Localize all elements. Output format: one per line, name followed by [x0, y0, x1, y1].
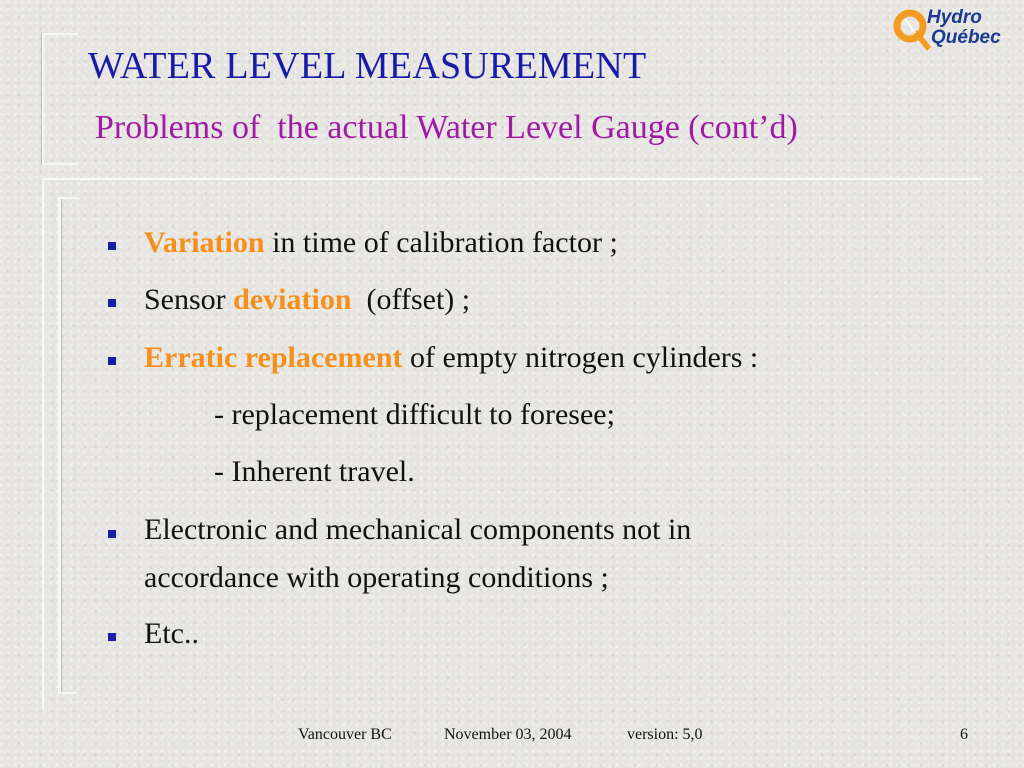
sub-list-item: - Inherent travel.	[214, 455, 415, 488]
bullet-marker	[108, 633, 116, 641]
footer-version: version: 5,0	[627, 726, 703, 743]
page-number: 6	[960, 726, 968, 743]
list-item-highlight: Variation	[144, 226, 265, 259]
logo-wordmark	[927, 8, 1001, 48]
list-item-text: (offset) ;	[351, 283, 471, 316]
list-item	[144, 341, 758, 375]
list-item-prefix: Sensor	[144, 283, 234, 316]
list-item: Electronic and mechanical components not in	[144, 513, 692, 546]
list-item-continuation: accordance with operating conditions ;	[144, 561, 609, 594]
content-bracket-decoration	[58, 197, 77, 694]
slide-title: WATER LEVEL MEASUREMENT	[88, 45, 647, 87]
footer-location: Vancouver BC	[298, 726, 392, 743]
list-item	[144, 226, 618, 260]
list-item: Etc..	[144, 617, 199, 650]
slide-subtitle: Problems of the actual Water Level Gauge (cont’d)	[95, 109, 798, 146]
bullet-marker	[108, 242, 116, 250]
title-bracket-decoration	[42, 33, 78, 165]
hydro-quebec-logo	[893, 5, 1017, 55]
list-item-text: in time of calibration factor ;	[264, 226, 618, 259]
list-item-text: of empty nitrogen cylinders :	[402, 341, 759, 374]
bullet-marker	[108, 299, 116, 307]
bullet-marker	[108, 357, 116, 365]
list-item-highlight: deviation	[233, 283, 352, 316]
footer-date: November 03, 2004	[444, 726, 572, 743]
sub-list-item: - replacement difficult to foresee;	[214, 398, 615, 431]
logo-line-2: Québec	[931, 27, 1001, 48]
bullet-marker	[108, 530, 116, 538]
list-item-highlight: Erratic replacement	[144, 341, 403, 374]
list-item	[144, 283, 470, 317]
logo-line-1: Hydro	[927, 7, 982, 28]
